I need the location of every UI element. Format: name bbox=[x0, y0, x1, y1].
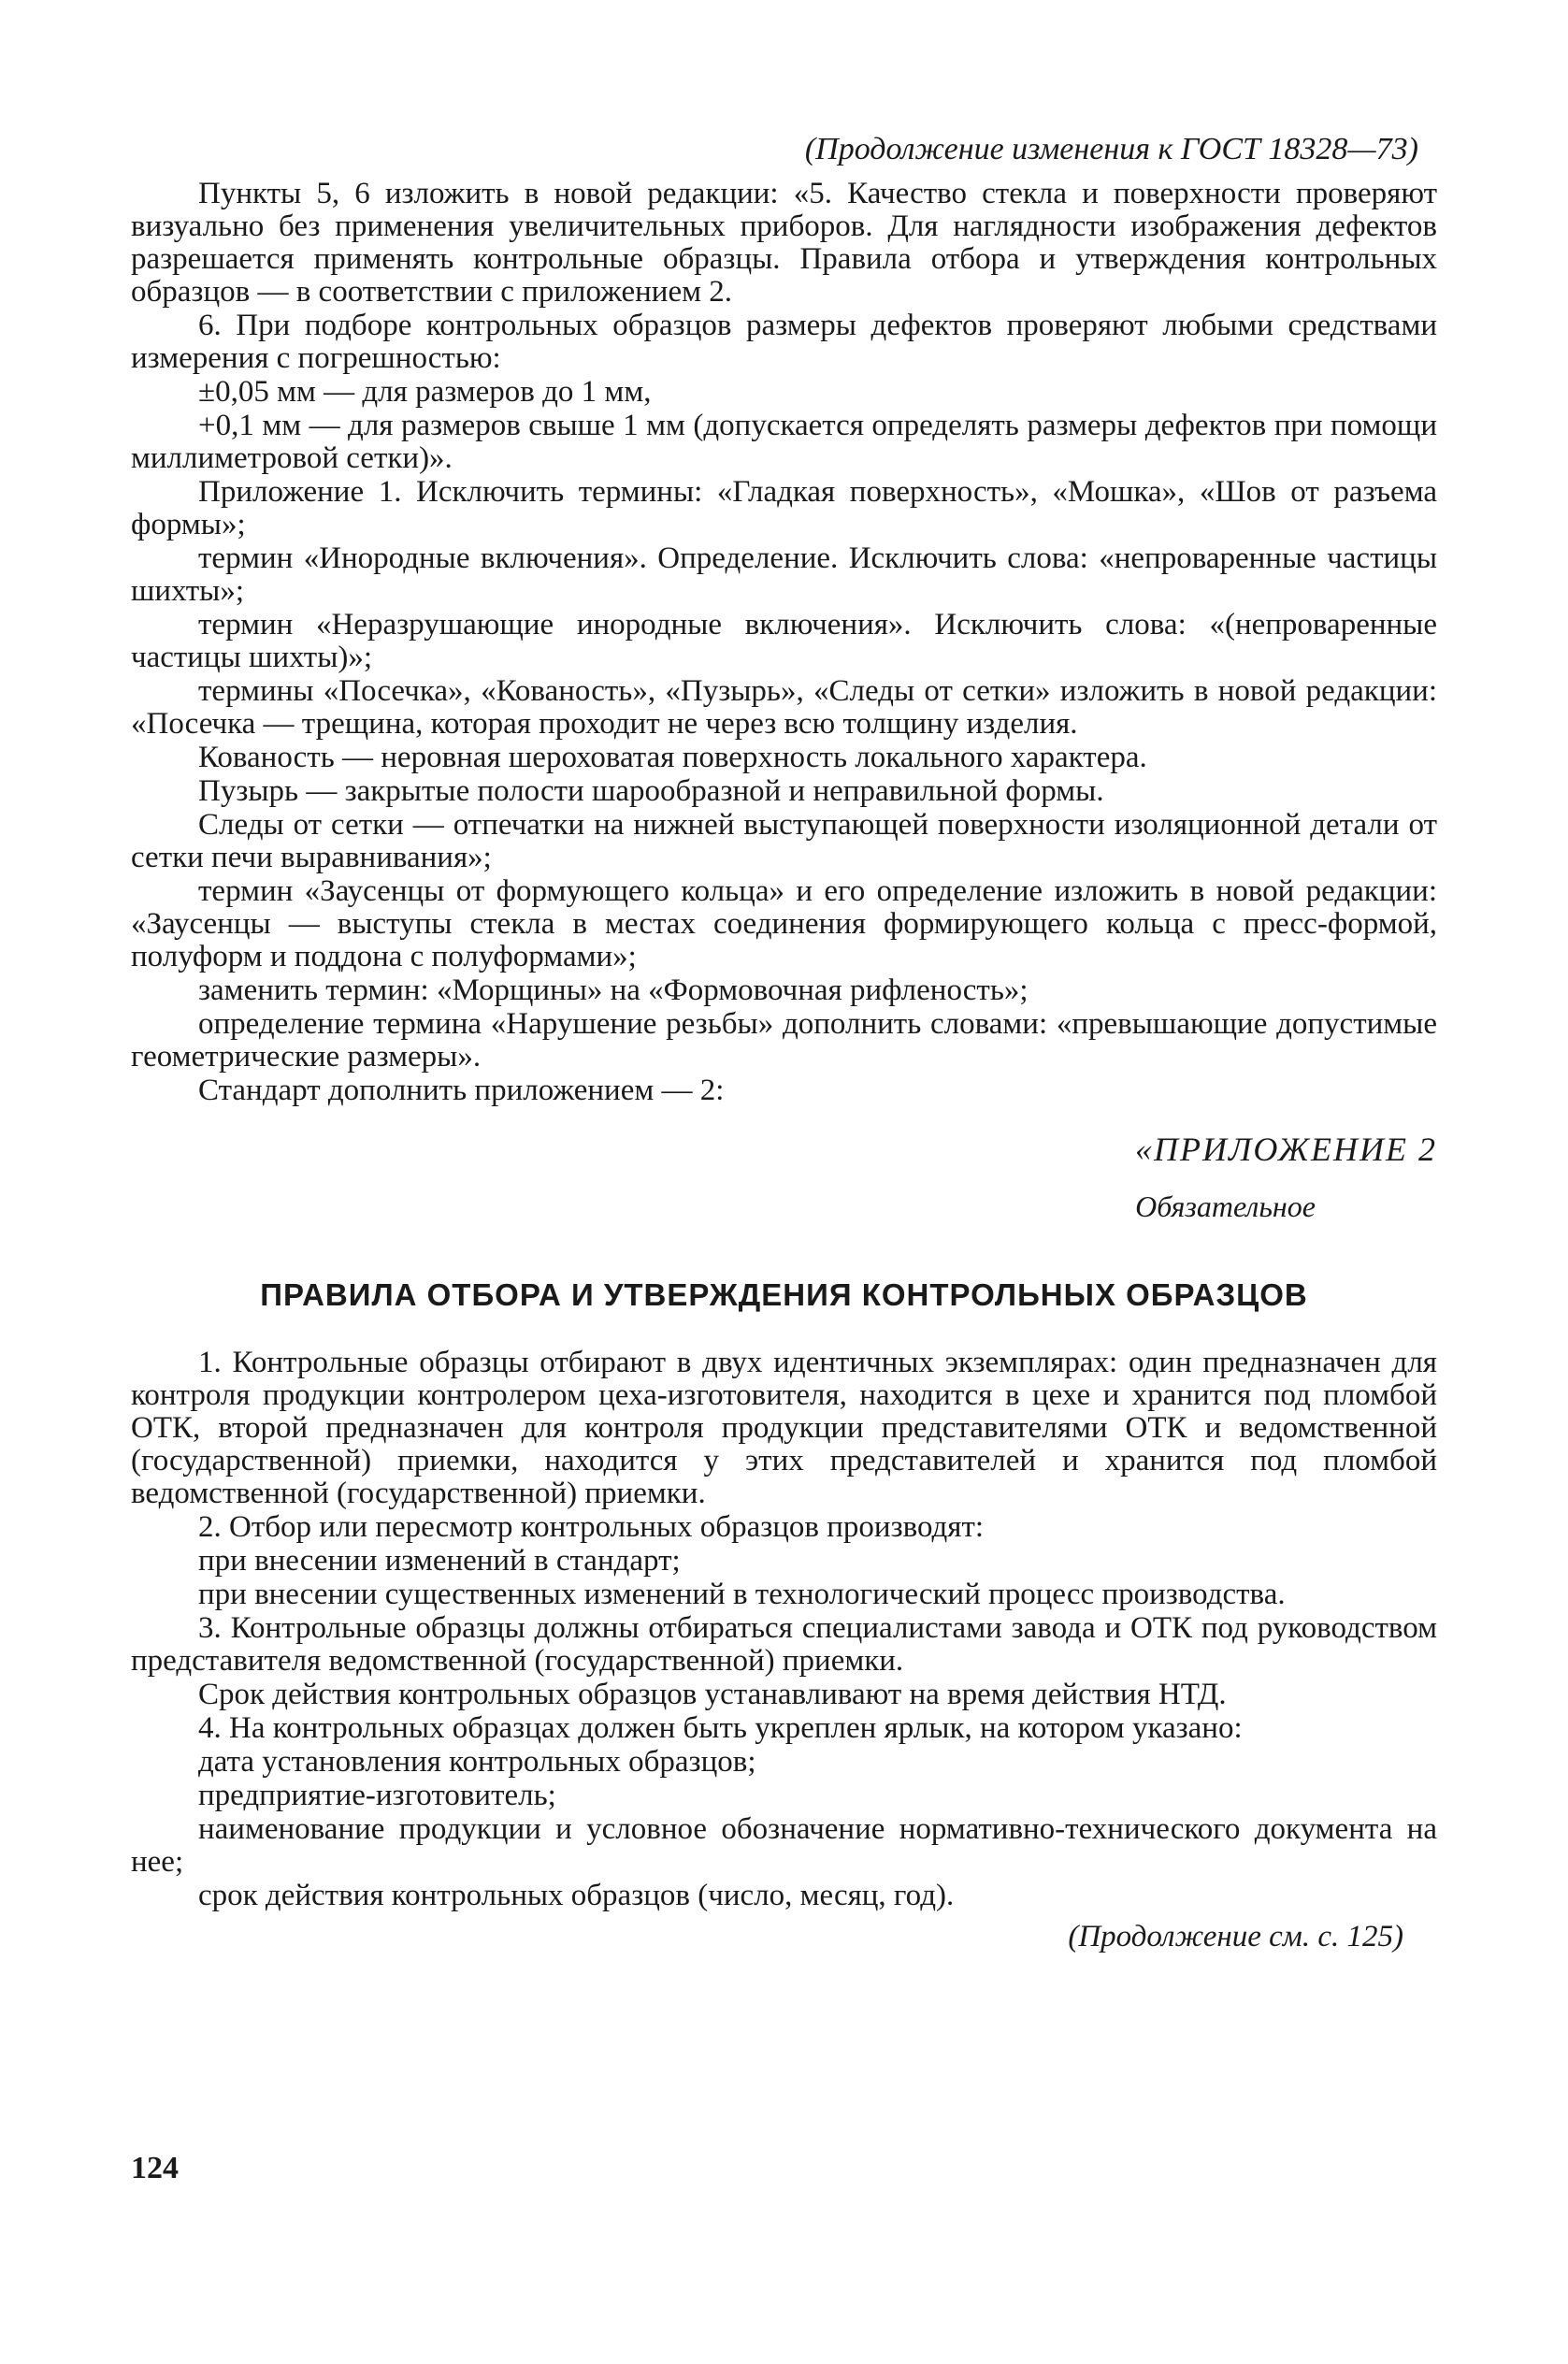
paragraph: дата установления контрольных образцов; bbox=[198, 1745, 756, 1779]
section-title: ПРАВИЛА ОТБОРА И УТВЕРЖДЕНИЯ КОНТРОЛЬНЫХ ОБРАЗЦОВ bbox=[260, 1277, 1308, 1312]
paragraph: 2. Отбор или пересмотр контрольных образцов производят: bbox=[198, 1510, 985, 1544]
appendix-text bbox=[131, 1347, 1437, 1912]
paragraph: термин «Заусенцы от формующего кольца» и его определение изложить в новой редакции: «Заусенцы — выступы стекла в местах соединения формирующего кольца с пресс-формой, полуформ и поддона с полуформами»; bbox=[131, 874, 1437, 973]
paragraph: Кованость — неровная шероховатая поверхность локального характера. bbox=[198, 741, 1147, 774]
amendment-text bbox=[131, 178, 1437, 1107]
paragraph: при внесении изменений в стандарт; bbox=[198, 1544, 681, 1578]
appendix-status: Обязательное bbox=[1135, 1189, 1316, 1223]
paragraph: термин «Неразрушающие инородные включения». Исключить слова: «(непроваренные частицы шихты)»; bbox=[131, 608, 1437, 674]
paragraph: наименование продукции и условное обозначение нормативно-технического документа на нее; bbox=[131, 1812, 1437, 1879]
running-header: (Продолжение изменения к ГОСТ 18328—73) bbox=[804, 132, 1418, 166]
continuation-note: (Продолжение см. с. 125) bbox=[1068, 1920, 1403, 1953]
paragraph: Следы от сетки — отпечатки на нижней выступающей поверхности изоляционной детали от сетки печи выравнивания»; bbox=[131, 808, 1437, 874]
paragraph: Стандарт дополнить приложением — 2: bbox=[198, 1074, 725, 1107]
paragraph: Пузырь — закрытые полости шарообразной и неправильной формы. bbox=[198, 774, 1104, 808]
paragraph: 4. На контрольных образцах должен быть укреплен ярлык, на котором указано: bbox=[198, 1711, 1243, 1745]
paragraph: термины «Посечка», «Кованость», «Пузырь», «Следы от сетки» изложить в новой редакции: «Посечка — трещина, которая проходит не через всю толщину изделия. bbox=[131, 674, 1437, 741]
paragraph: заменить термин: «Морщины» на «Формовочная рифленость»; bbox=[198, 973, 1029, 1007]
paragraph: 3. Контрольные образцы должны отбираться специалистами завода и ОТК под руководством представителя ведомственной (государственной) приемки. bbox=[131, 1611, 1437, 1678]
paragraph: Срок действия контрольных образцов устанавливают на время действия НТД. bbox=[198, 1678, 1227, 1711]
paragraph: срок действия контрольных образцов (число, месяц, год). bbox=[198, 1879, 955, 1912]
paragraph: ±0,05 мм — для размеров до 1 мм, bbox=[198, 375, 652, 409]
paragraph: 1. Контрольные образцы отбирают в двух идентичных экземплярах: один предназначен для контроля продукции контролером цеха-изготовителя, находится в цехе и хранится под пломбой ОТК, второй предназначен для контроля продукции представителями ОТК и ведомственной (государственной) приемки, находится у этих представителей и хранится под пломбой ведомственной (государственной) приемки. bbox=[131, 1346, 1437, 1510]
paragraph: Пункты 5, 6 изложить в новой редакции: «5. Качество стекла и поверхности проверяют визуально без применения увеличительных приборов. Для наглядности изображения дефектов разрешается применять контрольные образцы. Правила отбора и утверждения контрольных образцов — в соответствии с приложением 2. bbox=[131, 177, 1437, 309]
paragraph: предприятие-изготовитель; bbox=[198, 1779, 556, 1812]
page-number: 124 bbox=[131, 2151, 179, 2185]
paragraph: 6. При подборе контрольных образцов размеры дефектов проверяют любыми средствами измерения с погрешностью: bbox=[131, 309, 1437, 375]
paragraph: определение термина «Нарушение резьбы» дополнить словами: «превышающие допустимые геометрические размеры». bbox=[131, 1007, 1437, 1074]
appendix-label: «ПРИЛОЖЕНИЕ 2 bbox=[1135, 1131, 1437, 1168]
paragraph: Приложение 1. Исключить термины: «Гладкая поверхность», «Мошка», «Шов от разъема формы»; bbox=[131, 475, 1437, 541]
paragraph: термин «Инородные включения». Определение. Исключить слова: «непроваренные частицы шихты»; bbox=[131, 541, 1437, 608]
paragraph: при внесении существенных изменений в технологический процесс производства. bbox=[198, 1578, 1286, 1611]
paragraph: +0,1 мм — для размеров свыше 1 мм (допускается определять размеры дефектов при помощи миллиметровой сетки)». bbox=[131, 409, 1437, 475]
